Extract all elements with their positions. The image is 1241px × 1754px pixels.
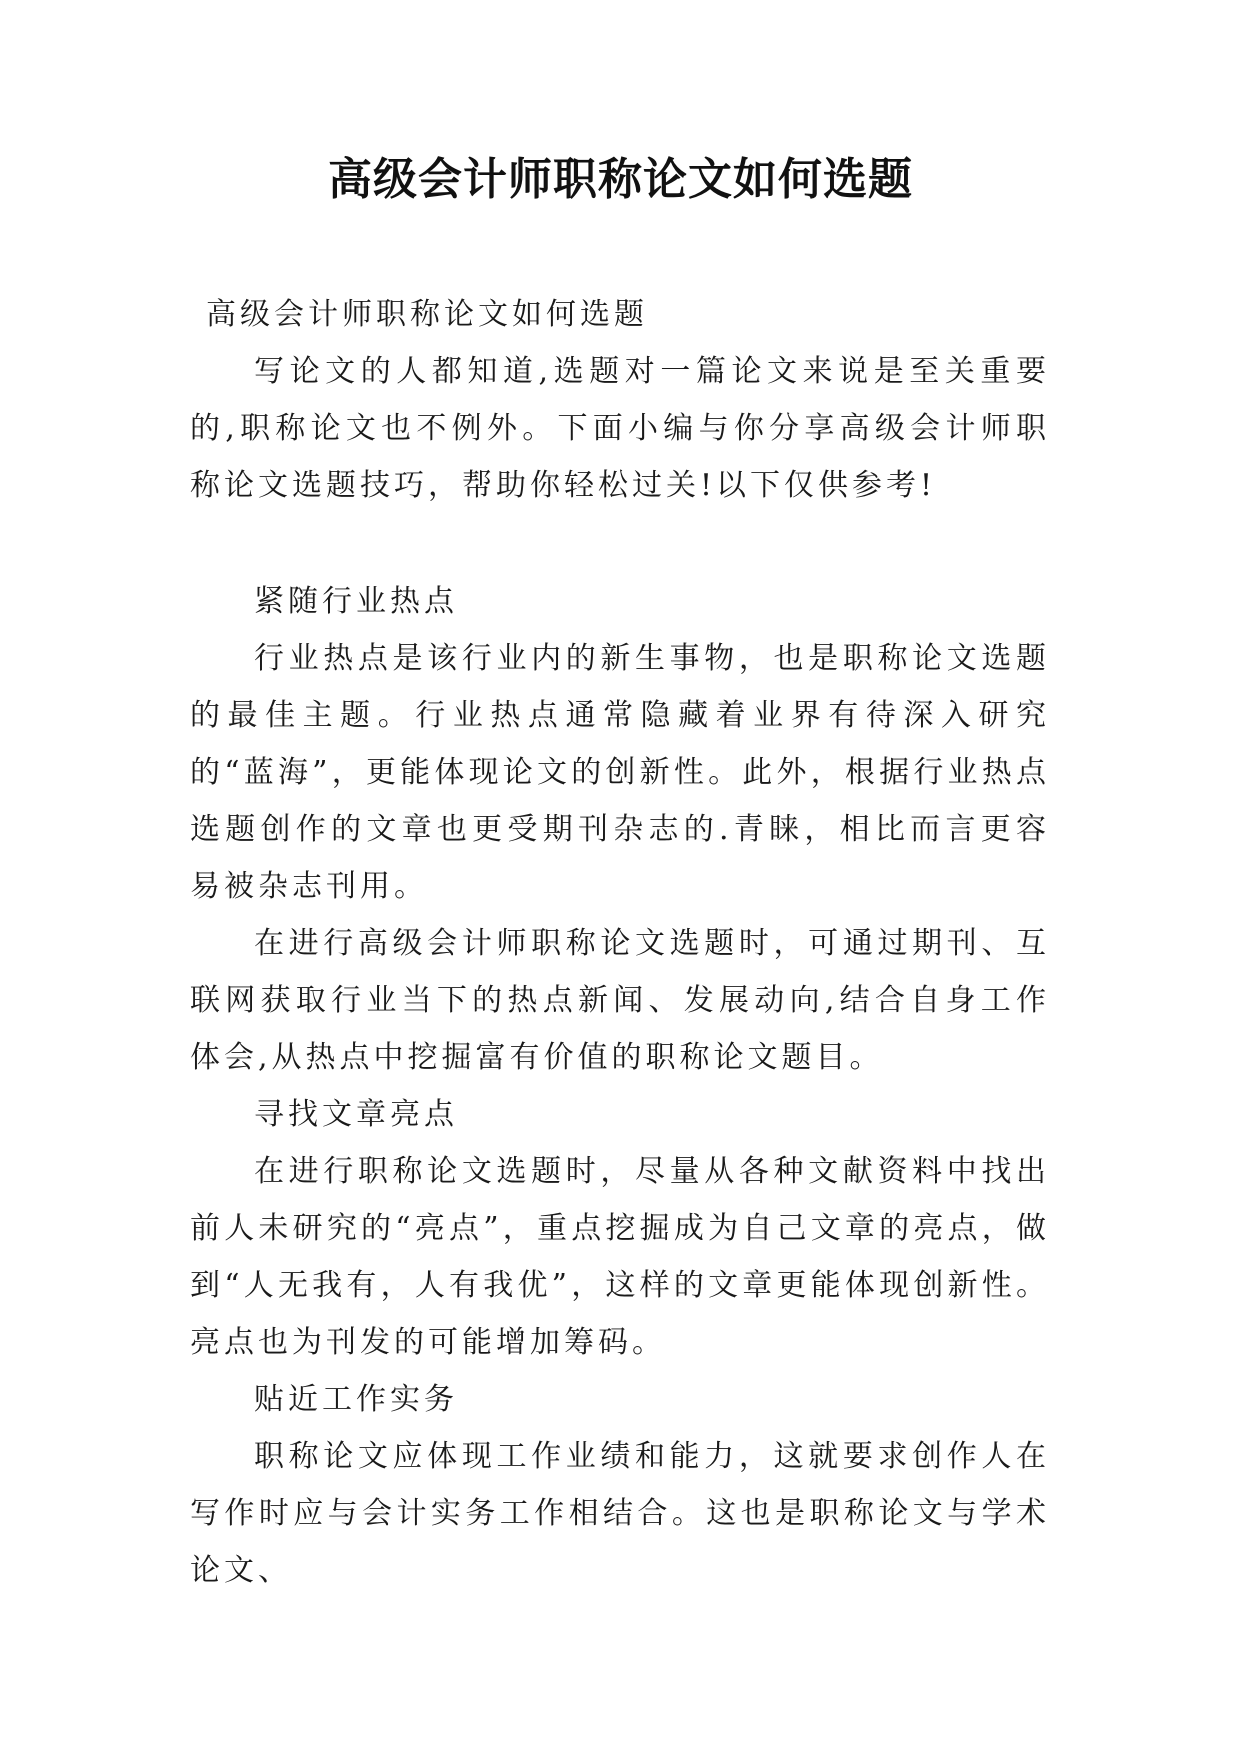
body-paragraph: 在进行高级会计师职称论文选题时，可通过期刊、互联网获取行业当下的热点新闻、发展动向,结合自身工作体会,从热点中挖掘富有价值的职称论文题目。	[190, 926, 1050, 1075]
body-paragraph: 行业热点是该行业内的新生事物，也是职称论文选题的最佳主题。行业热点通常隐藏着业界有待深入研究的“蓝海”，更能体现论文的创新性。此外，根据行业热点选题创作的文章也更受期刊杂志的.青睐，相比而言更容易被杂志刊用。	[190, 641, 1050, 904]
section-spacer	[190, 514, 1050, 573]
section-heading-work-practice: 贴近工作实务	[254, 1382, 458, 1417]
section-heading-industry-hotspots: 紧随行业热点	[254, 584, 458, 619]
intro-paragraph: 写论文的人都知道,选题对一篇论文来说是至关重要的,职称论文也不例外。下面小编与你分享高级会计师职称论文选题技巧，帮助你轻松过关!以下仅供参考!	[190, 354, 1050, 503]
body-paragraph: 在进行职称论文选题时，尽量从各种文献资料中找出前人未研究的“亮点”，重点挖掘成为自己文章的亮点，做到“人无我有，人有我优”，这样的文章更能体现创新性。亮点也为刊发的可能增加筹码。	[190, 1154, 1050, 1360]
document-title: 高级会计师职称论文如何选题	[328, 154, 913, 205]
document-subtitle: 高级会计师职称论文如何选题	[206, 297, 648, 332]
section-heading-article-highlights: 寻找文章亮点	[254, 1097, 458, 1132]
document-body	[190, 286, 1050, 1599]
body-paragraph: 职称论文应体现工作业绩和能力，这就要求创作人在写作时应与会计实务工作相结合。这也是职称论文与学术论文、	[190, 1439, 1050, 1588]
